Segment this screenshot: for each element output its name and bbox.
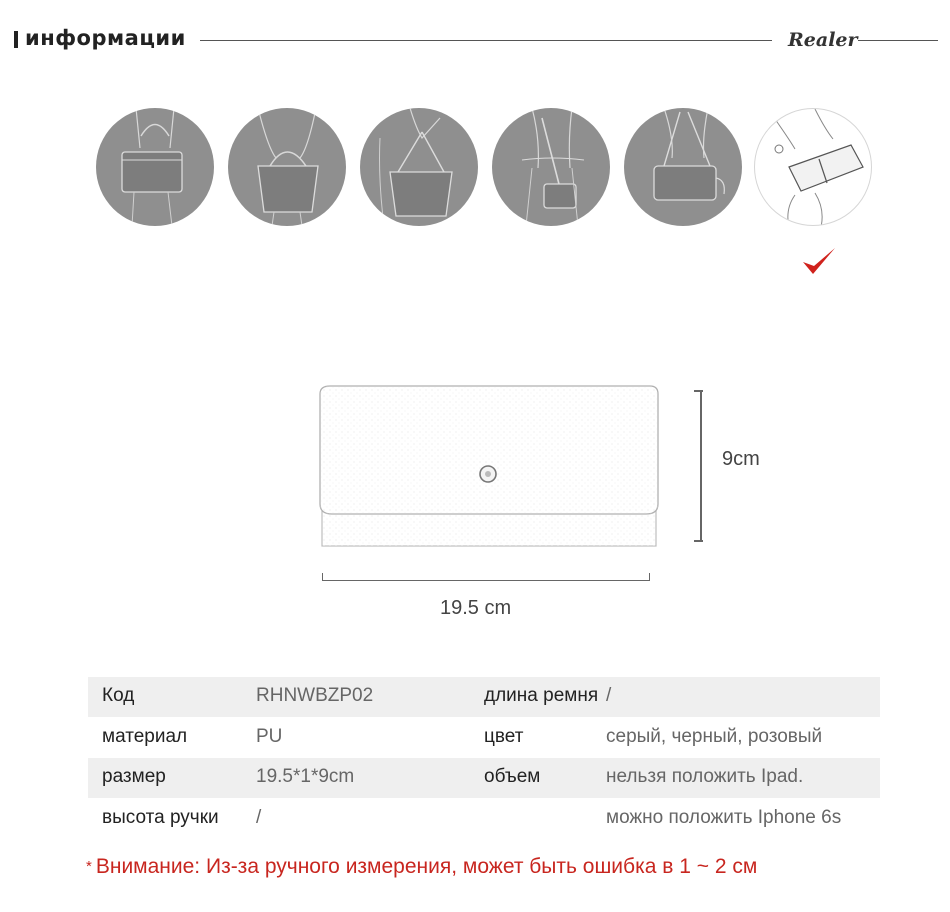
spec-key: материал	[102, 726, 188, 747]
spec-value: RHNWBZP02	[256, 685, 374, 706]
header-divider-right	[858, 40, 938, 41]
spec-row	[88, 799, 880, 839]
tote-bag-icon	[228, 108, 346, 226]
spec-value: /	[256, 807, 262, 828]
spec-value: серый, черный, розовый	[606, 726, 823, 747]
spec-value: можно положить Iphone 6s	[606, 807, 842, 828]
width-dimension-cap-left	[322, 573, 323, 581]
spec-key: длина ремня	[484, 685, 599, 706]
note-asterisk: *	[86, 858, 92, 875]
height-dimension-line	[700, 390, 702, 542]
measurement-note	[86, 855, 757, 879]
width-dimension-cap-right	[649, 573, 650, 581]
spec-row	[88, 677, 880, 717]
height-label: 9cm	[722, 448, 760, 470]
spec-row	[88, 718, 880, 758]
shoulder-bag-icon	[360, 108, 478, 226]
spec-value: PU	[256, 726, 283, 747]
spec-key: высота ручки	[102, 807, 219, 828]
spec-key: размер	[102, 766, 166, 787]
brand-logo: Realer	[788, 29, 858, 51]
spec-key: Код	[102, 685, 135, 706]
height-dimension-cap-bottom	[694, 540, 703, 542]
width-dimension-line	[322, 580, 650, 581]
crossbody-strap-icon	[492, 108, 610, 226]
clutch-wallet-icon	[754, 108, 872, 226]
wallet-image	[316, 382, 662, 550]
spec-key: объем	[484, 766, 541, 787]
note-text: Внимание: Из-за ручного измерения, может быть ошибка в 1 ~ 2 см	[95, 855, 758, 878]
header-divider	[200, 40, 772, 41]
handheld-bag-icon	[96, 108, 214, 226]
spec-key: цвет	[484, 726, 524, 747]
section-title: информации	[25, 26, 186, 50]
width-label: 19.5 cm	[440, 597, 512, 619]
spec-value: /	[606, 685, 612, 706]
checkmark-icon	[801, 244, 837, 278]
crossbody-bag-icon	[624, 108, 742, 226]
height-dimension-cap-top	[694, 390, 703, 392]
spec-row	[88, 758, 880, 798]
spec-value: 19.5*1*9cm	[256, 766, 355, 787]
header-bar	[14, 31, 18, 48]
spec-value: нельзя положить Ipad.	[606, 766, 804, 787]
